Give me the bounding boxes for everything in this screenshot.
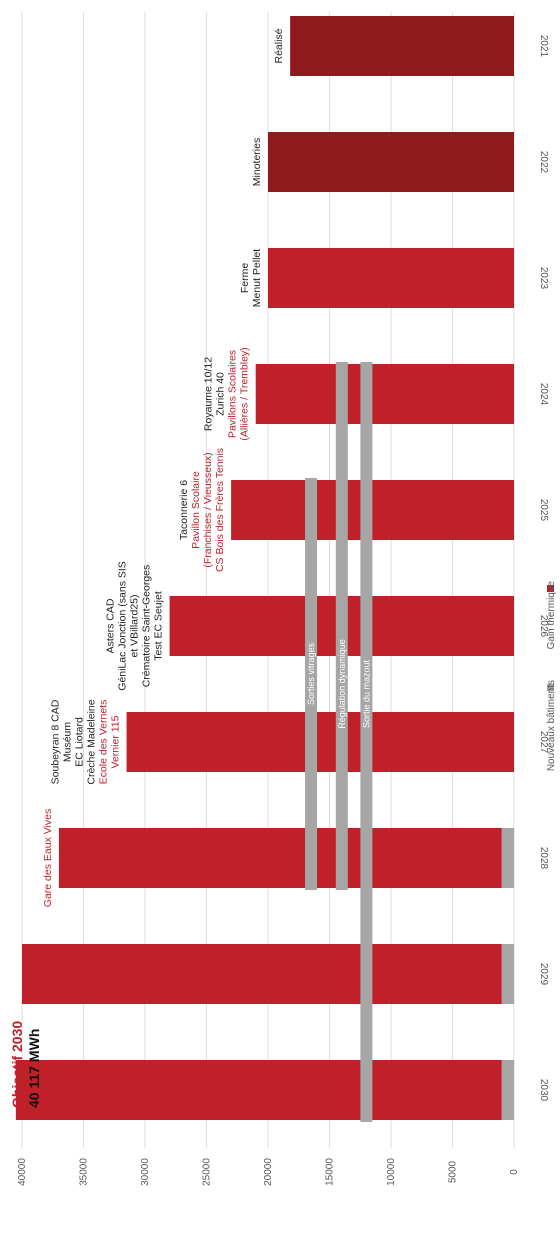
year-tick-label: 2021 [538, 34, 549, 58]
bar-gain-thermique-2021 [290, 16, 514, 76]
year-tick-label: 2022 [538, 150, 549, 174]
measure-ranges [305, 362, 372, 1122]
value-tick-label: 10000 [386, 1158, 397, 1186]
annotation-line: Ecole des Vernets [97, 699, 110, 785]
year-tick-label: 2023 [538, 266, 549, 290]
bar-nouveaux-batiments-2029 [502, 944, 514, 1004]
annotations [42, 28, 285, 907]
annotation-line: Réalisé [273, 28, 286, 64]
annotation-line: Test EC Seujet [152, 591, 165, 661]
bar-gain-thermique-2028 [59, 828, 502, 888]
bar-gain-thermique-2023 [268, 248, 514, 308]
annotation-line: Vernier 115 [109, 715, 122, 769]
range-bar [336, 362, 348, 890]
annotation-line: Gare des Eaux Vives [41, 808, 54, 908]
bar-gain-thermique-2027 [127, 712, 514, 772]
annotation-line: Crématoire Saint-Georges [140, 564, 153, 688]
value-tick-label: 30000 [140, 1158, 151, 1186]
annotation-line: Crèche Madeleine [85, 699, 98, 785]
header [9, 1021, 42, 1108]
annotation-line: Asters CAD [104, 598, 117, 654]
annotation-line: Taconnerie 6 [178, 479, 191, 541]
annotation-line: Minoteries [251, 137, 263, 187]
annotation-line: Royaume 10/12 [202, 356, 215, 432]
year-tick-label: 2027 [538, 730, 549, 754]
annotation-line: GéniLac Jonction (sans SIS [116, 561, 129, 691]
legend-label-nouveaux-batiments: Nouveaux bâtiments [546, 680, 557, 772]
year-tick-label: 2028 [538, 846, 549, 870]
page-title: Objectif 2030 [9, 1020, 25, 1108]
annotation-line: Zurich 40 [214, 372, 227, 416]
year-tick-label: 2026 [538, 614, 549, 638]
legend [546, 581, 557, 772]
annotation-line: Ferme [239, 262, 251, 294]
range-label: Sortie du mazout [361, 659, 372, 729]
annotation-line: et VBillard25) [128, 594, 141, 658]
year-tick-label: 2025 [538, 498, 549, 522]
annotation-line: Soubeyran 8 CAD [49, 699, 62, 785]
annotation-line: Menut Pellet [251, 248, 263, 308]
bar-nouveaux-batiments-2030 [502, 1060, 514, 1120]
target-value: 40 117 MWh [26, 1028, 42, 1108]
range-bar [360, 362, 372, 1122]
range-label: Sorties vitrages [306, 642, 317, 706]
value-tick-label: 15000 [324, 1158, 336, 1186]
range-label: Régulation dynamique [336, 639, 347, 729]
bar-gain-thermique-2030 [16, 1060, 502, 1120]
bar-nouveaux-batiments-2028 [502, 828, 514, 888]
legend-label-gain-thermique: Gain thermique [546, 581, 557, 650]
year-tick-label: 2029 [538, 962, 549, 986]
bar-gain-thermique-2029 [22, 944, 502, 1004]
bar-gain-thermique-2024 [256, 364, 514, 424]
annotation-line: CS Bois des Frères Tennis [214, 447, 227, 573]
year-tick-label: 2024 [538, 382, 549, 406]
value-tick-label: 40000 [17, 1158, 28, 1186]
bar-gain-thermique-2022 [268, 132, 514, 192]
year-tick-label: 2030 [538, 1078, 549, 1102]
value-tick-label: 20000 [263, 1158, 274, 1186]
value-tick-label: 35000 [78, 1158, 90, 1186]
value-tick-label: 0 [509, 1169, 520, 1175]
bars [16, 16, 514, 1120]
value-tick-label: 25000 [201, 1158, 213, 1186]
annotation-line: (Franchises / Vieusseux) [202, 452, 215, 568]
bar-gain-thermique-2025 [231, 480, 514, 540]
value-axis-ticks [17, 1158, 520, 1186]
annotation-line: (Allières / Trembley) [238, 347, 251, 441]
value-tick-label: 5000 [447, 1160, 459, 1184]
annotation-line: Pavillons Scolaires [226, 349, 239, 439]
annotation-line: Pavillon Scolaire [190, 471, 203, 549]
annotation-line: EC Liotard [73, 717, 86, 767]
annotation-line: Muséum [61, 721, 74, 763]
year-axis-ticks [538, 35, 549, 1102]
